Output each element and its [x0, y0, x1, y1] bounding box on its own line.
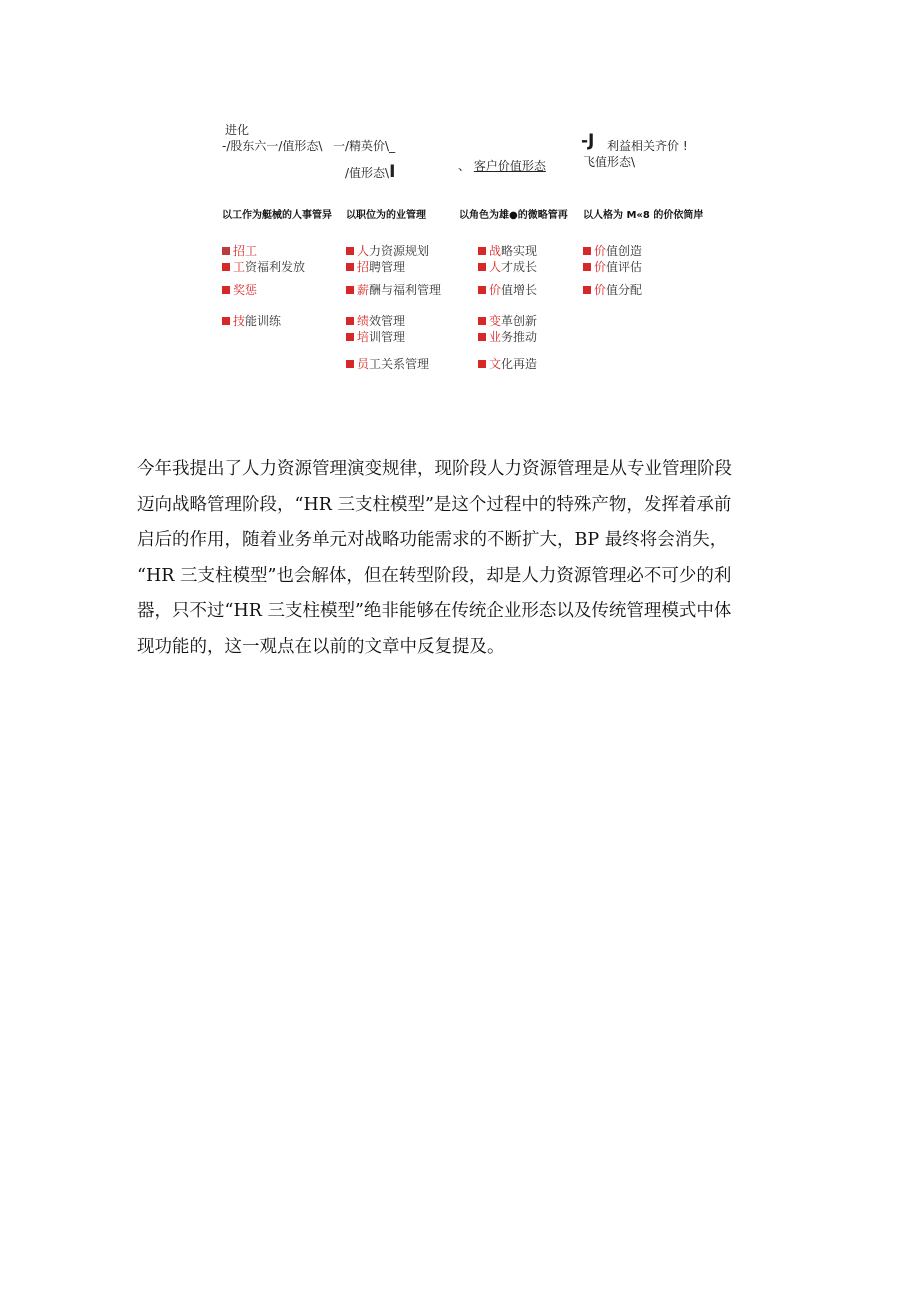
bullet-square-icon	[478, 333, 486, 341]
list-item: 技能训练	[222, 312, 281, 329]
value-marker: I	[389, 162, 396, 182]
bullet-square-icon	[478, 286, 486, 294]
list-item: 奖惩	[222, 281, 257, 298]
elite-value-label: 一/精英价\_	[333, 139, 396, 153]
list-item: 人力资源规划	[346, 242, 429, 259]
bullet-square-icon	[346, 263, 354, 271]
bullet-square-icon	[583, 263, 591, 271]
list-item: 薪酬与福利管理	[346, 281, 441, 298]
list-item: 价值评估	[583, 258, 642, 275]
elite-value-label-cont: /值形态\I	[345, 162, 396, 182]
list-item: 工资福利发放	[222, 258, 305, 275]
paragraph-line: “HR 三支柱模型”也会解体，但在转型阶段，却是人力资源管理必不可少的利	[137, 565, 732, 586]
stakeholder-value-label-cont: 飞值形态\	[583, 155, 636, 169]
bullet-square-icon	[346, 317, 354, 325]
shareholder-value-label: -/股东六一/值形态\	[222, 139, 323, 153]
paragraph-line: 今年我提出了人力资源管理演变规律，现阶段人力资源管理是从专业管理阶段	[137, 459, 732, 479]
stakeholder-value-label: 利益相关齐价 !	[607, 139, 688, 153]
body-paragraph	[137, 452, 777, 665]
stakeholder-marker: -J	[581, 131, 595, 151]
list-item: 价值创造	[583, 242, 642, 259]
bullet-square-icon	[583, 286, 591, 294]
paragraph-line: 迈向战略管理阶段，“HR 三支柱模型”是这个过程中的特殊产物，发挥着承前	[137, 494, 732, 515]
paragraph-line: 启后的作用，随着业务单元对战略功能需求的不断扩大，BP 最终将会消失，	[137, 530, 728, 550]
list-item: 员工关系管理	[346, 355, 429, 372]
bullet-square-icon	[583, 247, 591, 255]
bullet-square-icon	[478, 263, 486, 271]
list-item: 绩效管理	[346, 312, 405, 329]
list-item: 培训管理	[346, 328, 405, 345]
list-item: 招工	[222, 242, 257, 259]
list-item: 变革创新	[478, 312, 537, 329]
evolution-label: 进化	[225, 123, 250, 137]
list-item: 价值增长	[478, 281, 537, 298]
bullet-square-icon	[478, 247, 486, 255]
bullet-square-icon	[346, 360, 354, 368]
list-item: 招聘管理	[346, 258, 405, 275]
list-item: 业务推动	[478, 328, 537, 345]
bullet-square-icon	[478, 317, 486, 325]
column-title-value: 以人格为 M«8 的价依筒岸	[583, 210, 704, 221]
bullet-square-icon	[222, 286, 230, 294]
bullet-square-icon	[346, 247, 354, 255]
list-item: 人才成长	[478, 258, 537, 275]
customer-value-label: 、 客户价值形态	[458, 159, 546, 173]
bullet-square-icon	[478, 360, 486, 368]
bullet-square-icon	[222, 263, 230, 271]
paragraph-line: 现功能的，这一观点在以前的文章中反复提及。	[137, 636, 505, 657]
bullet-square-icon	[346, 333, 354, 341]
bullet-square-icon	[222, 317, 230, 325]
paragraph-line: 器，只不过“HR 三支柱模型”绝非能够在传统企业形态以及传统管理模式中体	[137, 601, 732, 621]
column-title-strategic: 以角色为雄●的微略管再	[459, 210, 568, 221]
list-item: 战略实现	[478, 242, 537, 259]
bullet-square-icon	[222, 247, 230, 255]
list-item: 价值分配	[583, 281, 642, 298]
column-title-personnel: 以工作为艇械的人事管异	[222, 210, 332, 221]
list-item: 文化再造	[478, 355, 537, 372]
bullet-square-icon	[346, 286, 354, 294]
column-title-professional: 以职位为的业管理	[346, 210, 426, 221]
